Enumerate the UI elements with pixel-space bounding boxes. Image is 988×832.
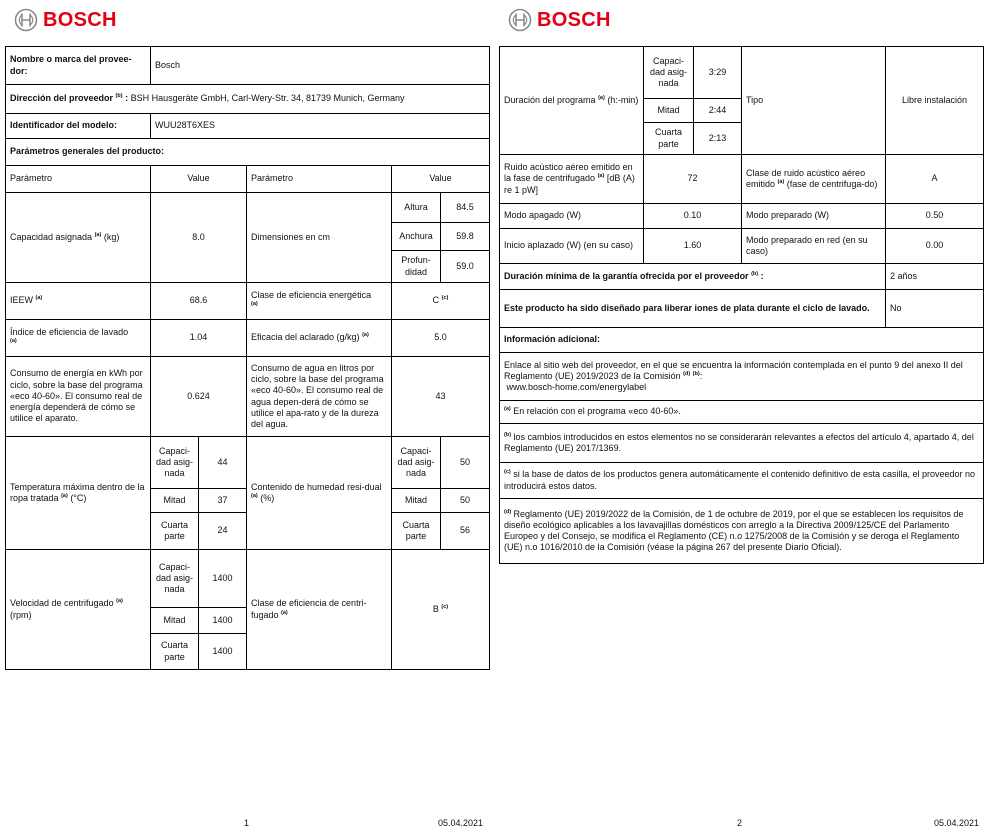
footnote-marker: (c) [504,469,511,476]
moist-unit: (%) [260,493,275,503]
footnote-marker: (b) [504,431,512,438]
footnote-ref: (a) [251,493,258,499]
capacity-label: Capacidad asignada [10,231,93,242]
table-header-row [6,166,490,193]
dimensions-label: Dimensiones en cm [247,193,392,283]
spinclass-value-cell [392,550,490,670]
footnote-ref: (c) [441,603,449,610]
silver-label: Este producto ha sido diseñado para liberar iones de plata durante el ciclo de lavado. [500,290,886,328]
table-row [6,283,490,320]
spinclass-label-cell [247,550,392,670]
page-date: 05.04.2021 [934,818,980,828]
capacity-unit: (kg) [103,231,120,242]
page-number: 1 [244,818,250,828]
eeclass-value: C [432,295,440,306]
height-label: Altura [392,193,441,223]
duration-half-label: Mitad [644,99,694,123]
footnote-marker: (d) [504,508,512,515]
eeclass-label: Clase de eficiencia energética [251,289,372,300]
duration-quarter-value: 2:13 [694,123,742,155]
spin-label: Velocidad de centrifugado [10,598,114,609]
supplier-label: Nombre o marca del provee-dor: [6,47,151,85]
duration-label: Duración del programa [504,94,596,105]
bosch-logo [14,8,117,32]
footnote-ref: (a) [251,301,258,307]
table-row [500,424,984,463]
duration-unit: (h:-min) [607,94,639,105]
note-c-text: si la base de datos de los productos genera automáticamente el contenido definitivo de esta casilla, el proveedor no introducirá estos datos. [504,469,976,491]
noiseclass-label-cell [742,155,886,204]
height-value: 84.5 [441,193,490,223]
spin-label-cell [6,550,151,670]
footnote-ref: (a) [94,231,102,238]
silver-value: No [886,290,984,328]
depth-value: 59.0 [441,251,490,283]
table-row [500,463,984,499]
spinclass-label: Clase de eficiencia de centri-fugado [251,598,367,620]
delay-value: 1.60 [644,229,742,264]
warranty-value: 2 años [886,264,984,290]
eeclass-label-cell [247,283,392,320]
footnote-marker: (a) [504,406,511,413]
spin-unit: (rpm) [10,609,32,620]
warranty-label-cell [500,264,886,290]
brand-name: BOSCH [537,8,611,31]
table-row [500,204,984,229]
eeclass-value-cell [392,283,490,320]
bosch-logo [508,8,611,32]
link-cell [500,353,984,401]
footnote-ref: (a) [598,94,605,101]
moist-quarter-value: 56 [441,513,490,550]
general-params-heading: Parámetros generales del producto: [6,139,490,166]
water-label: Consumo de agua en litros por ciclo, sobre la base del programa «eco 40-60». El consumo real de agua depen-derá de cómo se utilice el apa-rato y de la dureza del agua. [247,357,392,437]
table-row [500,328,984,353]
address-label: Dirección del proveedor [10,93,114,104]
temp-half-label: Mitad [151,489,199,513]
spinclass-value: B [432,603,439,614]
rinse-label-cell [247,320,392,357]
standby-value: 0.50 [886,204,984,229]
col-param-header: Parámetro [247,166,392,193]
washidx-value: 1.04 [151,320,247,357]
bosch-armature-icon [14,8,38,32]
address-colon: : [125,93,129,104]
table-row [6,437,490,489]
col-value-header: Value [151,166,247,193]
address-cell [6,85,490,114]
energy-value: 0.624 [151,357,247,437]
temp-quarter-label: Cuarta parte [151,513,199,550]
warranty-colon: : [760,270,764,281]
rinse-value: 5.0 [392,320,490,357]
noise-label-cell [500,155,644,204]
standby-label: Modo preparado (W) [742,204,886,229]
table-row [500,47,984,99]
table-row [6,550,490,608]
ieew-value: 68.6 [151,283,247,320]
spin-cap-label: Capaci-dad asig-nada [151,550,199,608]
page-number: 2 [737,818,743,828]
noiseclass-value: A [886,155,984,204]
washidx-label: Índice de eficiencia de lavado [10,326,129,337]
footnote-ref: (b) [692,370,700,377]
depth-label: Profun-didad [392,251,441,283]
water-value: 43 [392,357,490,437]
energylabel-link[interactable]: www.bosch-home.com/energylabel [506,382,647,393]
brand-name: BOSCH [43,8,117,31]
footnote-ref: (a) [777,179,785,185]
page-date: 05.04.2021 [438,818,484,828]
footnote-ref: (c) [441,295,449,302]
model-value: WUU28T6XES [151,114,490,139]
col-value-header: Value [392,166,490,193]
footnote-ref: (a) [10,338,17,344]
table-row [6,357,490,437]
link-text: Enlace al sitio web del proveedor, en el que se encuentra la información contemplada en el punto 9 del anexo II del Reglamento (UE) 2019/2023 de la Comisión [504,359,963,381]
warranty-label: Duración mínima de la garantía ofrecida por el proveedor [504,270,749,281]
ieew-label: IEEW [10,295,34,306]
product-info-table [5,46,490,670]
duration-cap-value: 3:29 [694,47,742,99]
width-value: 59.8 [441,223,490,251]
footnote-ref: (a) [35,295,43,302]
table-row [6,139,490,166]
moist-cap-value: 50 [441,437,490,489]
moist-cap-label: Capaci-dad asig-nada [392,437,441,489]
type-label: Tipo [742,47,886,155]
note-a [500,401,984,424]
col-param-header: Parámetro [6,166,151,193]
temp-cap-value: 44 [199,437,247,489]
footnote-ref: (b) [115,93,123,100]
netstandby-label: Modo preparado en red (en su caso) [742,229,886,264]
noise-value: 72 [644,155,742,204]
bosch-armature-icon [508,8,532,32]
table-row [500,499,984,564]
noise-unit: [dB (A) re 1 pW] [504,173,635,195]
info-heading: Información adicional: [500,328,984,353]
table-row [6,193,490,223]
moist-quarter-label: Cuarta parte [392,513,441,550]
table-row [500,229,984,264]
temp-unit: (°C) [70,493,87,503]
moist-half-label: Mitad [392,489,441,513]
temp-quarter-value: 24 [199,513,247,550]
footnote-ref: (a) [362,332,369,339]
note-b-text: los cambios introducidos en estos elementos no se considerarán relevantes a efectos del artículo 4, apartado 4, del Reglamento (UE) 2017/1369. [504,431,974,453]
spin-cap-value: 1400 [199,550,247,608]
width-label: Anchura [392,223,441,251]
capacity-label-cell [6,193,151,283]
footnote-ref: (b) [751,270,759,277]
spin-half-value: 1400 [199,608,247,634]
product-info-table-2 [499,46,984,564]
spin-quarter-value: 1400 [199,634,247,670]
table-row [500,290,984,328]
spin-half-label: Mitad [151,608,199,634]
noiseclass-label: Clase de ruido acústico aéreo emitido [746,167,866,189]
rinse-label: Eficacia del aclarado (g/kg) [251,332,360,343]
note-c [500,463,984,499]
washidx-label-cell [6,320,151,357]
ieew-label-cell [6,283,151,320]
footnote-ref: (a) [597,173,605,180]
table-row [6,114,490,139]
model-label: Identificador del modelo: [6,114,151,139]
temp-half-value: 37 [199,489,247,513]
footnote-ref: (a) [61,493,68,499]
note-a-text: En relación con el programa «eco 40-60». [513,406,681,417]
table-row [6,85,490,114]
table-row [500,353,984,401]
note-d-text: Reglamento (UE) 2019/2022 de la Comisión, de 1 de octubre de 2019, por el que se establecen los requisitos de diseño ecológico aplicables a los lavavajillas domésticos con arreglo a la Directiva 2009/125/CE del Parlamento Europeo y del Consejo, se modifica el Reglamento (CE) n.o 1275/2008 de la Comisión y se deroga el Reglamento (UE) n.o 1016/2010 de la Comisión (véase la página 267 del presente Diario Oficial). [504,508,964,553]
temp-label-cell [6,437,151,550]
supplier-value: Bosch [151,47,490,85]
link-colon: : [699,370,703,381]
table-row [500,155,984,204]
duration-quarter-label: Cuarta parte [644,123,694,155]
temp-label: Temperatura máxima dentro de la ropa tratada [10,481,145,503]
moist-label-cell [247,437,392,550]
address-value: BSH Hausgeräte GmbH, Carl-Wery-Str. 34, 81739 Munich, Germany [130,93,405,104]
moist-half-value: 50 [441,489,490,513]
delay-label: Inicio aplazado (W) (en su caso) [500,229,644,264]
table-row [6,320,490,357]
off-label: Modo apagado (W) [500,204,644,229]
table-row [6,47,490,85]
temp-cap-label: Capaci-dad asig-nada [151,437,199,489]
noise-label: Ruido acústico aéreo emitido en la fase de centrifugado [504,162,633,184]
netstandby-value: 0.00 [886,229,984,264]
footnote-ref: (a) [281,609,288,616]
off-value: 0.10 [644,204,742,229]
type-value: Libre instalación [886,47,984,155]
spin-quarter-label: Cuarta parte [151,634,199,670]
footnote-ref: (d) [683,370,691,377]
moist-label: Contenido de humedad resi-dual [251,481,382,492]
footnote-ref: (a) [116,598,123,605]
table-row [500,264,984,290]
capacity-value: 8.0 [151,193,247,283]
table-row [500,401,984,424]
duration-label-cell [500,47,644,155]
note-d [500,499,984,564]
page-2 [494,0,988,832]
energy-label: Consumo de energía en kWh por ciclo, sobre la base del programa «eco 40-60». El consumo real de energía dependerá de cómo se utilice el aparato. [6,357,151,437]
noiseclass-label-rest: (fase de centrifuga-do) [786,179,878,189]
duration-cap-label: Capaci-dad asig-nada [644,47,694,99]
duration-half-value: 2:44 [694,99,742,123]
note-b [500,424,984,463]
